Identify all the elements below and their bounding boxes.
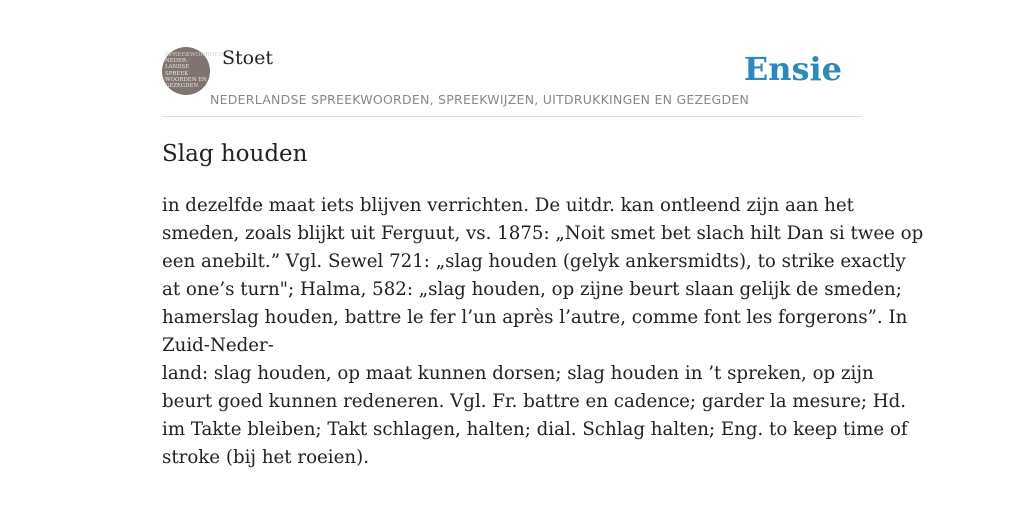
body-line: stroke (bij het roeien). <box>162 447 369 468</box>
avatar-line: NEDER- <box>165 58 188 65</box>
avatar-line: SPREEKWOORDEN <box>165 52 224 58</box>
body-line: at one’s turn"; Halma, 582: „slag houden, op zijne beurt slaan gelijk de smeden; <box>162 279 902 300</box>
avatar-line: GEZEGDEN <box>165 83 199 90</box>
body-line: smeden, zoals blijkt uit Ferguut, vs. 1875: „Noit smet bet slach hilt Dan si twee op <box>162 223 924 244</box>
body-line: land: slag houden, op maat kunnen dorsen; slag houden in ’t spreken, op zijn <box>162 363 874 384</box>
body-line: een anebilt.” Vgl. Sewel 721: „slag houden (gelyk ankersmidts), to strike exactly <box>162 251 906 272</box>
body-line: in dezelfde maat iets blijven verrichten. De uitdr. kan ontleend zijn aan het <box>162 195 854 216</box>
entry-title: Slag houden <box>162 141 308 167</box>
entry-card <box>162 0 924 468</box>
avatar-line: SPREEK <box>165 70 189 77</box>
avatar-book-cover <box>165 52 224 90</box>
avatar-line: LANDSE <box>165 64 190 71</box>
author-name[interactable]: Stoet <box>222 47 273 69</box>
body-line: im Takte bleiben; Takt schlagen, halten; dial. Schlag halten; Eng. to keep time of <box>162 419 908 440</box>
entry-body <box>162 192 924 472</box>
brand-logo[interactable]: Ensie <box>743 50 842 88</box>
source-subtitle[interactable]: NEDERLANDSE SPREEKWOORDEN, SPREEKWIJZEN, UITDRUKKINGEN EN GEZEGDEN <box>210 92 750 107</box>
body-line: hamerslag houden, battre le fer l’un après l’autre, comme font les forgerons”. In <box>162 307 908 328</box>
author-avatar[interactable] <box>162 47 224 95</box>
avatar-line: WOORDEN EN <box>165 76 207 83</box>
body-line: Zuid-Neder- <box>162 335 274 356</box>
header <box>162 0 862 117</box>
body-line: beurt goed kunnen redeneren. Vgl. Fr. battre en cadence; garder la mesure; Hd. <box>162 391 907 412</box>
